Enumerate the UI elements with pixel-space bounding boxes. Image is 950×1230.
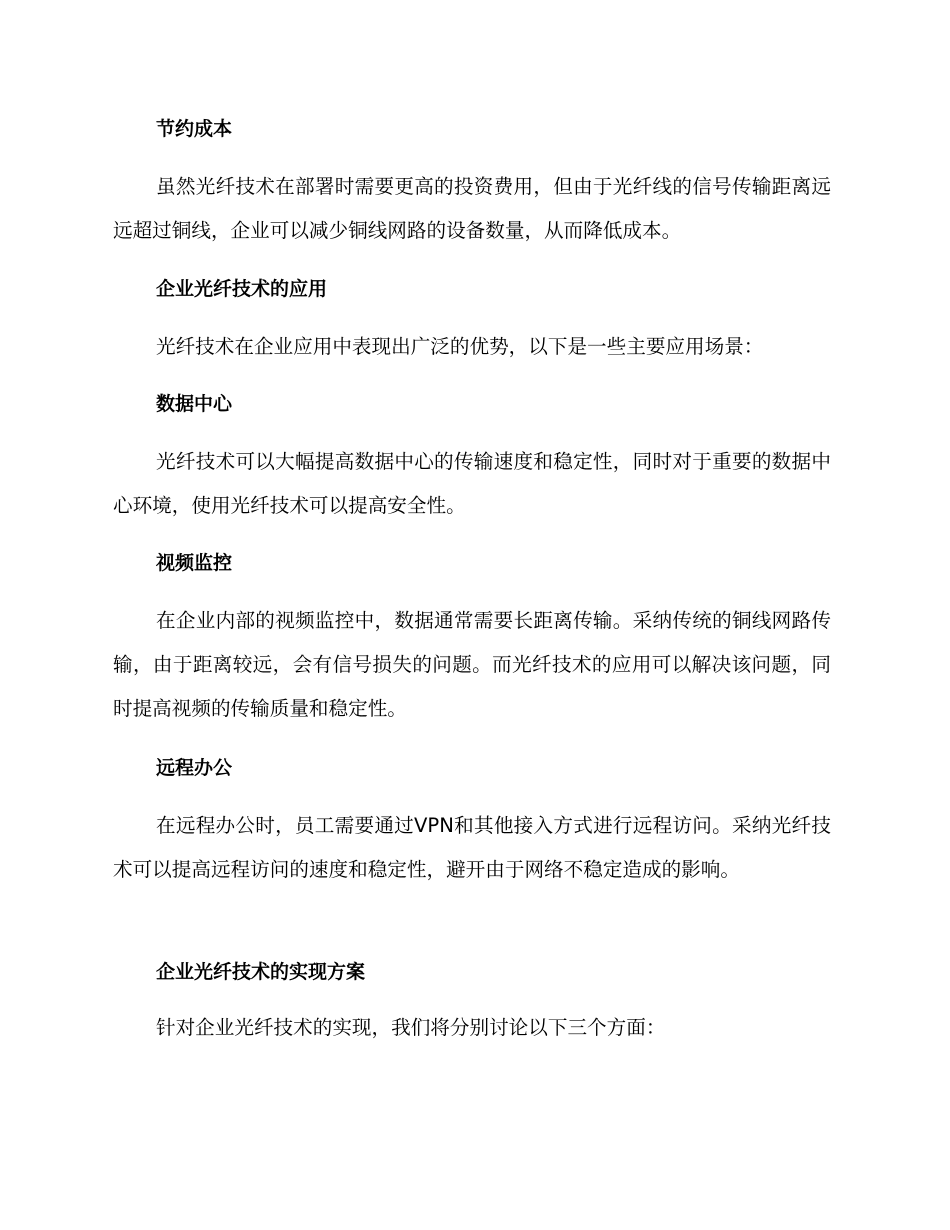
section-heading-video-surveillance: 视频监控	[156, 552, 233, 574]
section-heading-applications: 企业光纤技术的应用	[156, 278, 328, 300]
section-heading-implementation: 企业光纤技术的实现方案	[156, 961, 366, 983]
section-heading-remote-work: 远程办公	[156, 757, 233, 779]
section-paragraph-implementation: 针对企业光纤技术的实现，我们将分别讨论以下三个方面：	[156, 1016, 666, 1039]
section-paragraph-applications: 光纤技术在企业应用中表现出广泛的优势，以下是一些主要应用场景：	[156, 335, 764, 358]
section-paragraph-cost-saving: 虽然光纤技术在部署时需要更高的投资费用，但由于光纤线的信号传输距离远远超过铜线，企业可以减少铜线网路的设备数量，从而降低成本。	[113, 175, 831, 242]
section-paragraph-data-center: 光纤技术可以大幅提高数据中心的传输速度和稳定性，同时对于重要的数据中心环境，使用光纤技术可以提高安全性。	[113, 450, 831, 517]
section-heading-cost-saving: 节约成本	[156, 118, 233, 140]
section-paragraph-video-surveillance: 在企业内部的视频监控中，数据通常需要长距离传输。采纳传统的铜线网路传输，由于距离较远，会有信号损失的问题。而光纤技术的应用可以解决该问题，同时提高视频的传输质量和稳定性。	[113, 609, 831, 720]
section-paragraph-remote-work: 在远程办公时，员工需要通过VPN和其他接入方式进行远程访问。采纳光纤技术可以提高远程访问的速度和稳定性，避开由于网络不稳定造成的影响。	[113, 814, 831, 881]
section-heading-data-center: 数据中心	[156, 393, 233, 415]
